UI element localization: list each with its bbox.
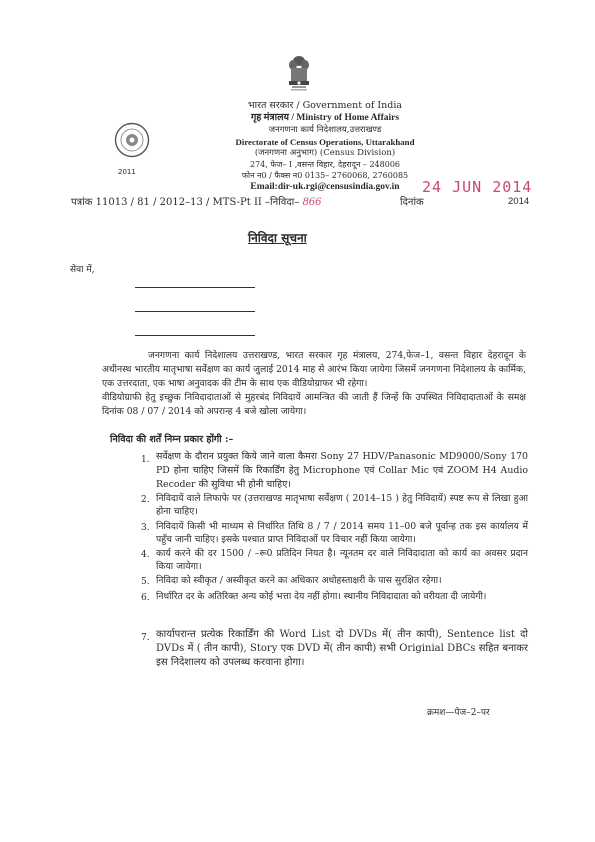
intro-paragraph: जनगणना कार्य निदेशालय उत्तराखण्ड, भारत सरकार गृह मंत्रालय, 274,फेज–1, वसन्त विहार देहरादून के अधीनस्थ भारतीय मातृभाषा सर्वेक्षण का कार्य जुलाई 2014 माह से आरंभ किया जायेगा जिसमें जनगणना निदेशालय के कार्मिक, एक उत्तरदाता, एक भाषा अनुवादक की टीम के साथ एक वीडियोग्राफर भी रहेगा।	[102, 350, 526, 389]
notice-title: निविदा सूचना	[248, 231, 307, 245]
reference-line	[71, 194, 322, 208]
date-stamp: 24 JUN 2014	[422, 178, 533, 196]
header-directorate: Directorate of Census Operations, Uttarakhand	[235, 137, 415, 147]
intro-paragraph-2: वीडियोग्राफी हेतु इच्छुक निविदादाताओं से मुहरबंद निविदायें आमन्त्रित की जाती हैं जिन्हें कि उपस्थित निविदादाताओं के समक्ष दिनांक 08 / 07 / 2014 को अपरान्ह 4 बजे खोला जायेगा।	[102, 392, 526, 417]
reference-prefix: पत्रांक 11013 / 81 / 2012–13 / MTS-Pt II –निविदा–	[71, 197, 300, 208]
date-year: 2014	[508, 196, 530, 207]
header-address: 274, फेज– I ,वसन्त विहार, देहरादून – 248006	[249, 160, 401, 169]
national-emblem-icon	[285, 54, 313, 94]
header-division: (जनगणना अनुभाग) (Census Division)	[254, 148, 396, 158]
continued-note: क्रमश—पेज–2–पर	[427, 708, 490, 718]
conditions-heading: निविदा की शर्तें निम्न प्रकार होंगी :–	[110, 434, 234, 445]
header-phone: फोन न0 / फैक्स न0 0135– 2760068, 2760085	[241, 171, 409, 180]
header-ministry: गृह मंत्रालय / Ministry of Home Affairs	[250, 113, 400, 123]
header-directorate-hindi: जनगणना कार्य निदेशालय,उत्तराखण्ड	[268, 125, 382, 135]
header-email: Email:dir-uk.rgi@censusindia.gov.in	[250, 182, 400, 192]
seal-year: 2011	[118, 168, 136, 176]
address-blank-line	[135, 311, 255, 312]
header-gov: भारत सरकार / Government of India	[247, 100, 403, 111]
salutation: सेवा में,	[70, 265, 95, 275]
census-seal-icon	[114, 122, 150, 158]
reference-number: 866	[302, 197, 322, 208]
date-label: दिनांक	[400, 197, 424, 208]
address-blank-line	[135, 287, 255, 288]
address-blank-line	[135, 335, 255, 336]
